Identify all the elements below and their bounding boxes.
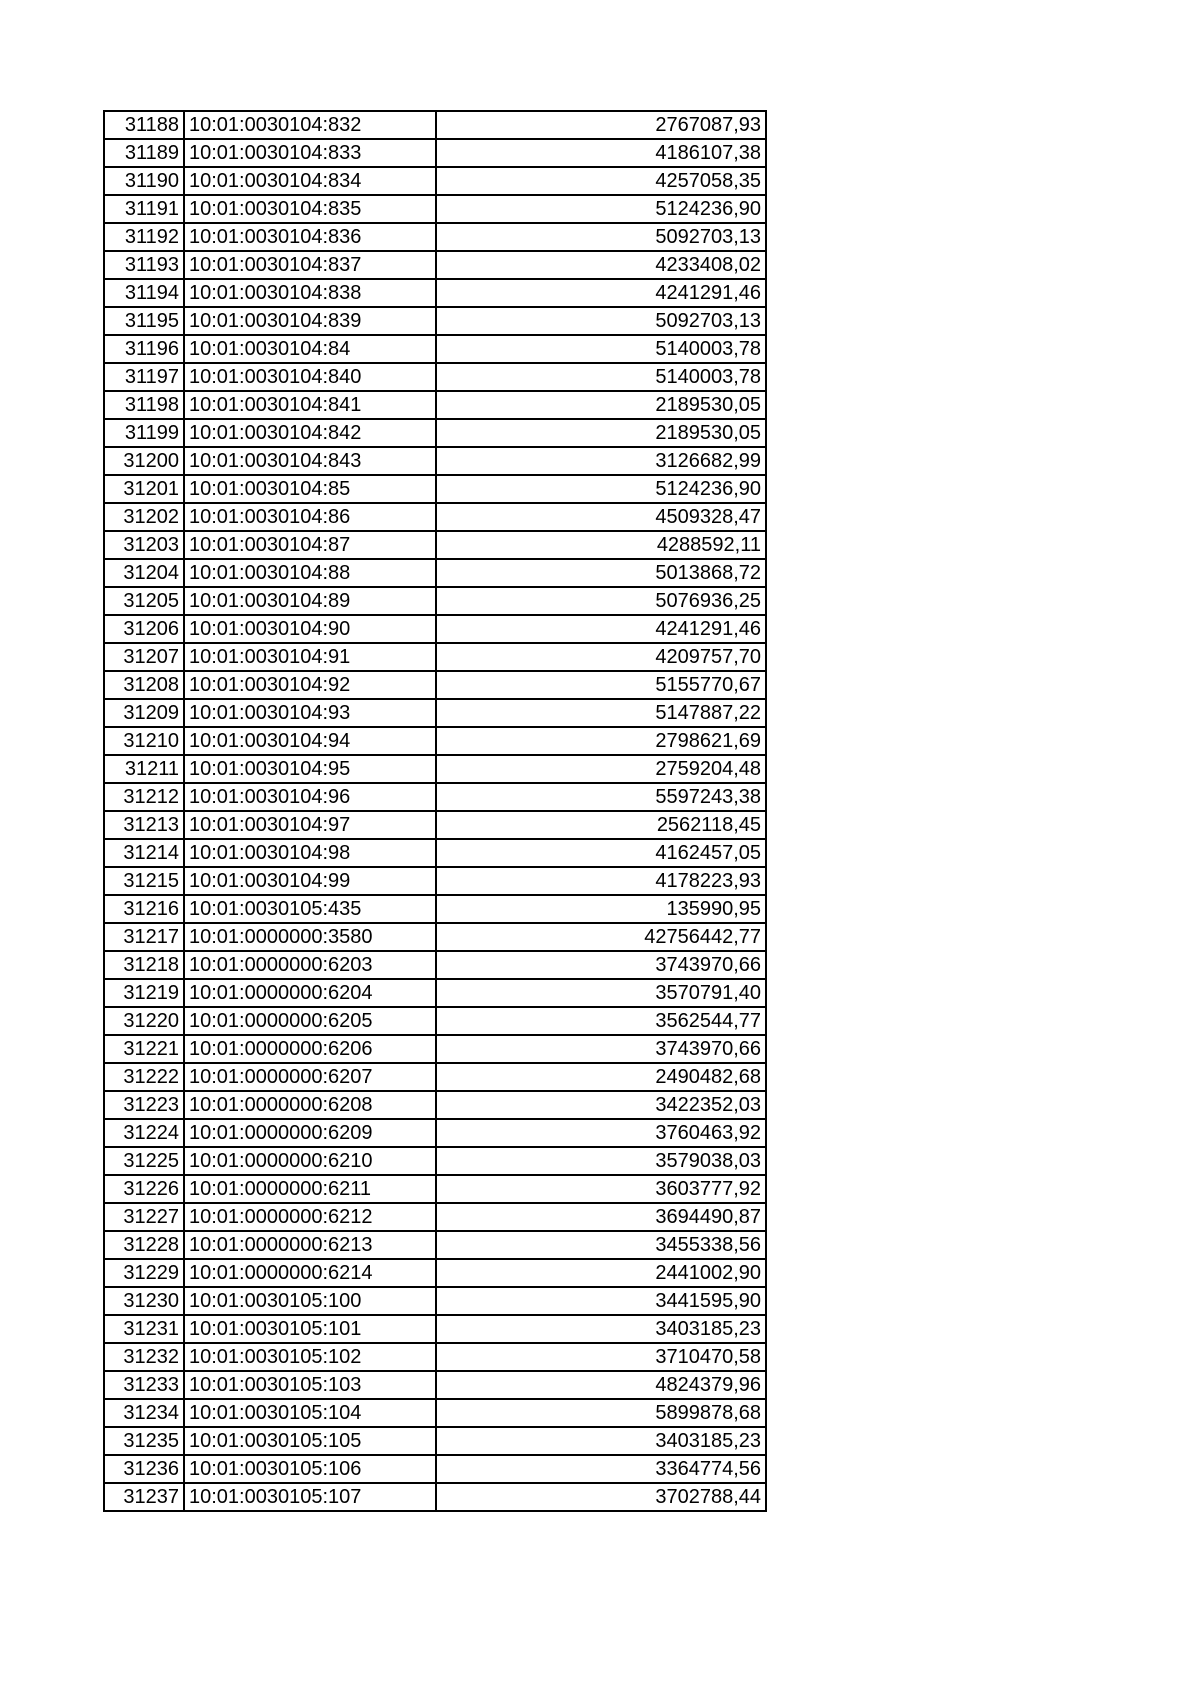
- cadastral-number-cell: 10:01:0030105:435: [184, 895, 436, 923]
- value-cell: 4257058,35: [436, 167, 766, 195]
- cadastral-number-cell: 10:01:0030104:84: [184, 335, 436, 363]
- table-row: [104, 1147, 766, 1175]
- value-cell: 5140003,78: [436, 335, 766, 363]
- cadastral-number-cell: 10:01:0030104:840: [184, 363, 436, 391]
- table-row: [104, 1035, 766, 1063]
- cadastral-number-cell: 10:01:0030104:94: [184, 727, 436, 755]
- table-row: [104, 643, 766, 671]
- cadastral-number-cell: 10:01:0030105:105: [184, 1427, 436, 1455]
- row-number-cell: 31197: [104, 363, 184, 391]
- cadastral-number-cell: 10:01:0030105:107: [184, 1483, 436, 1511]
- row-number-cell: 31209: [104, 699, 184, 727]
- cadastral-number-cell: 10:01:0030104:839: [184, 307, 436, 335]
- cadastral-number-cell: 10:01:0000000:6214: [184, 1259, 436, 1287]
- row-number-cell: 31205: [104, 587, 184, 615]
- table-body: [104, 111, 766, 1511]
- value-cell: 4178223,93: [436, 867, 766, 895]
- cadastral-number-cell: 10:01:0000000:6207: [184, 1063, 436, 1091]
- table-row: [104, 783, 766, 811]
- row-number-cell: 31203: [104, 531, 184, 559]
- value-cell: 5076936,25: [436, 587, 766, 615]
- cadastral-number-cell: 10:01:0030104:91: [184, 643, 436, 671]
- cadastral-number-cell: 10:01:0030104:835: [184, 195, 436, 223]
- table-row: [104, 475, 766, 503]
- row-number-cell: 31196: [104, 335, 184, 363]
- value-cell: 2490482,68: [436, 1063, 766, 1091]
- row-number-cell: 31191: [104, 195, 184, 223]
- value-cell: 3364774,56: [436, 1455, 766, 1483]
- row-number-cell: 31232: [104, 1343, 184, 1371]
- row-number-cell: 31190: [104, 167, 184, 195]
- table-row: [104, 195, 766, 223]
- value-cell: 2189530,05: [436, 419, 766, 447]
- row-number-cell: 31219: [104, 979, 184, 1007]
- row-number-cell: 31230: [104, 1287, 184, 1315]
- cadastral-number-cell: 10:01:0030104:833: [184, 139, 436, 167]
- table-row: [104, 1455, 766, 1483]
- value-cell: 3126682,99: [436, 447, 766, 475]
- cadastral-number-cell: 10:01:0030105:103: [184, 1371, 436, 1399]
- table-row: [104, 1259, 766, 1287]
- cadastral-number-cell: 10:01:0000000:6213: [184, 1231, 436, 1259]
- row-number-cell: 31201: [104, 475, 184, 503]
- value-cell: 5899878,68: [436, 1399, 766, 1427]
- cadastral-number-cell: 10:01:0030104:85: [184, 475, 436, 503]
- cadastral-number-cell: 10:01:0000000:6206: [184, 1035, 436, 1063]
- table-row: [104, 1371, 766, 1399]
- row-number-cell: 31227: [104, 1203, 184, 1231]
- value-cell: 2798621,69: [436, 727, 766, 755]
- value-cell: 3702788,44: [436, 1483, 766, 1511]
- value-cell: 4162457,05: [436, 839, 766, 867]
- cadastral-number-cell: 10:01:0030105:100: [184, 1287, 436, 1315]
- cadastral-number-cell: 10:01:0030104:832: [184, 111, 436, 139]
- row-number-cell: 31216: [104, 895, 184, 923]
- value-cell: 5597243,38: [436, 783, 766, 811]
- row-number-cell: 31193: [104, 251, 184, 279]
- row-number-cell: 31189: [104, 139, 184, 167]
- row-number-cell: 31228: [104, 1231, 184, 1259]
- value-cell: 4209757,70: [436, 643, 766, 671]
- row-number-cell: 31210: [104, 727, 184, 755]
- cadastral-number-cell: 10:01:0000000:6212: [184, 1203, 436, 1231]
- value-cell: 3579038,03: [436, 1147, 766, 1175]
- value-cell: 5124236,90: [436, 475, 766, 503]
- table-row: [104, 979, 766, 1007]
- table-row: [104, 503, 766, 531]
- row-number-cell: 31223: [104, 1091, 184, 1119]
- cadastral-number-cell: 10:01:0030104:89: [184, 587, 436, 615]
- table-row: [104, 1287, 766, 1315]
- row-number-cell: 31233: [104, 1371, 184, 1399]
- value-cell: 2759204,48: [436, 755, 766, 783]
- row-number-cell: 31229: [104, 1259, 184, 1287]
- value-cell: 4241291,46: [436, 279, 766, 307]
- value-cell: 135990,95: [436, 895, 766, 923]
- table-row: [104, 923, 766, 951]
- table-row: [104, 1427, 766, 1455]
- cadastral-number-cell: 10:01:0030104:841: [184, 391, 436, 419]
- value-cell: 5155770,67: [436, 671, 766, 699]
- value-cell: 3760463,92: [436, 1119, 766, 1147]
- row-number-cell: 31231: [104, 1315, 184, 1343]
- table-row: [104, 727, 766, 755]
- row-number-cell: 31207: [104, 643, 184, 671]
- row-number-cell: 31194: [104, 279, 184, 307]
- table-row: [104, 111, 766, 139]
- cadastral-number-cell: 10:01:0000000:6205: [184, 1007, 436, 1035]
- table-row: [104, 1483, 766, 1511]
- table-row: [104, 1399, 766, 1427]
- row-number-cell: 31236: [104, 1455, 184, 1483]
- row-number-cell: 31211: [104, 755, 184, 783]
- cadastral-number-cell: 10:01:0000000:6203: [184, 951, 436, 979]
- value-cell: 3694490,87: [436, 1203, 766, 1231]
- table-row: [104, 951, 766, 979]
- row-number-cell: 31200: [104, 447, 184, 475]
- cadastral-number-cell: 10:01:0030105:106: [184, 1455, 436, 1483]
- row-number-cell: 31217: [104, 923, 184, 951]
- row-number-cell: 31214: [104, 839, 184, 867]
- cadastral-number-cell: 10:01:0030104:838: [184, 279, 436, 307]
- cadastral-number-cell: 10:01:0030104:92: [184, 671, 436, 699]
- row-number-cell: 31234: [104, 1399, 184, 1427]
- cadastral-number-cell: 10:01:0030104:90: [184, 615, 436, 643]
- row-number-cell: 31188: [104, 111, 184, 139]
- cadastral-number-cell: 10:01:0030104:98: [184, 839, 436, 867]
- cadastral-number-cell: 10:01:0030104:87: [184, 531, 436, 559]
- cadastral-number-cell: 10:01:0030104:836: [184, 223, 436, 251]
- cadastral-number-cell: 10:01:0030105:104: [184, 1399, 436, 1427]
- table-row: [104, 279, 766, 307]
- table-row: [104, 755, 766, 783]
- table-row: [104, 335, 766, 363]
- value-cell: 2767087,93: [436, 111, 766, 139]
- table-row: [104, 447, 766, 475]
- cadastral-number-cell: 10:01:0030104:842: [184, 419, 436, 447]
- cadastral-number-cell: 10:01:0030104:834: [184, 167, 436, 195]
- value-cell: 3441595,90: [436, 1287, 766, 1315]
- table-row: [104, 895, 766, 923]
- table-row: [104, 867, 766, 895]
- row-number-cell: 31202: [104, 503, 184, 531]
- row-number-cell: 31225: [104, 1147, 184, 1175]
- table-row: [104, 1091, 766, 1119]
- table-row: [104, 419, 766, 447]
- table-row: [104, 1343, 766, 1371]
- cadastral-number-cell: 10:01:0030104:95: [184, 755, 436, 783]
- row-number-cell: 31237: [104, 1483, 184, 1511]
- cadastral-number-cell: 10:01:0030104:97: [184, 811, 436, 839]
- value-cell: 4186107,38: [436, 139, 766, 167]
- row-number-cell: 31206: [104, 615, 184, 643]
- row-number-cell: 31224: [104, 1119, 184, 1147]
- table-row: [104, 139, 766, 167]
- cadastral-number-cell: 10:01:0030104:843: [184, 447, 436, 475]
- value-cell: 3422352,03: [436, 1091, 766, 1119]
- value-cell: 2441002,90: [436, 1259, 766, 1287]
- value-cell: 3710470,58: [436, 1343, 766, 1371]
- table-row: [104, 615, 766, 643]
- table-row: [104, 1231, 766, 1259]
- value-cell: 3603777,92: [436, 1175, 766, 1203]
- table-row: [104, 391, 766, 419]
- cadastral-number-cell: 10:01:0000000:6204: [184, 979, 436, 1007]
- row-number-cell: 31212: [104, 783, 184, 811]
- cadastral-value-table: [103, 110, 767, 1512]
- value-cell: 5147887,22: [436, 699, 766, 727]
- row-number-cell: 31204: [104, 559, 184, 587]
- cadastral-number-cell: 10:01:0030104:837: [184, 251, 436, 279]
- table-row: [104, 1175, 766, 1203]
- cadastral-number-cell: 10:01:0000000:6208: [184, 1091, 436, 1119]
- row-number-cell: 31220: [104, 1007, 184, 1035]
- value-cell: 3743970,66: [436, 951, 766, 979]
- table-row: [104, 223, 766, 251]
- value-cell: 3743970,66: [436, 1035, 766, 1063]
- row-number-cell: 31213: [104, 811, 184, 839]
- value-cell: 3403185,23: [436, 1427, 766, 1455]
- cadastral-number-cell: 10:01:0000000:6211: [184, 1175, 436, 1203]
- table-row: [104, 307, 766, 335]
- table-row: [104, 531, 766, 559]
- table-row: [104, 1119, 766, 1147]
- value-cell: 3455338,56: [436, 1231, 766, 1259]
- table-row: [104, 699, 766, 727]
- table-row: [104, 559, 766, 587]
- row-number-cell: 31215: [104, 867, 184, 895]
- value-cell: 5124236,90: [436, 195, 766, 223]
- cadastral-number-cell: 10:01:0030104:86: [184, 503, 436, 531]
- value-cell: 4824379,96: [436, 1371, 766, 1399]
- table-row: [104, 671, 766, 699]
- table-row: [104, 1063, 766, 1091]
- cadastral-number-cell: 10:01:0000000:6210: [184, 1147, 436, 1175]
- cadastral-number-cell: 10:01:0030105:101: [184, 1315, 436, 1343]
- row-number-cell: 31198: [104, 391, 184, 419]
- table-row: [104, 587, 766, 615]
- value-cell: 5140003,78: [436, 363, 766, 391]
- table-row: [104, 167, 766, 195]
- row-number-cell: 31199: [104, 419, 184, 447]
- value-cell: 4288592,11: [436, 531, 766, 559]
- row-number-cell: 31222: [104, 1063, 184, 1091]
- value-cell: 4241291,46: [436, 615, 766, 643]
- cadastral-number-cell: 10:01:0030104:88: [184, 559, 436, 587]
- value-cell: 2562118,45: [436, 811, 766, 839]
- row-number-cell: 31208: [104, 671, 184, 699]
- row-number-cell: 31221: [104, 1035, 184, 1063]
- cadastral-number-cell: 10:01:0030104:99: [184, 867, 436, 895]
- value-cell: 3562544,77: [436, 1007, 766, 1035]
- value-cell: 5092703,13: [436, 223, 766, 251]
- row-number-cell: 31218: [104, 951, 184, 979]
- value-cell: 5013868,72: [436, 559, 766, 587]
- table-row: [104, 1007, 766, 1035]
- row-number-cell: 31226: [104, 1175, 184, 1203]
- cadastral-number-cell: 10:01:0000000:6209: [184, 1119, 436, 1147]
- cadastral-number-cell: 10:01:0030105:102: [184, 1343, 436, 1371]
- row-number-cell: 31195: [104, 307, 184, 335]
- table-row: [104, 1203, 766, 1231]
- value-cell: 4233408,02: [436, 251, 766, 279]
- value-cell: 3403185,23: [436, 1315, 766, 1343]
- cadastral-number-cell: 10:01:0000000:3580: [184, 923, 436, 951]
- value-cell: 4509328,47: [436, 503, 766, 531]
- cadastral-number-cell: 10:01:0030104:96: [184, 783, 436, 811]
- table-row: [104, 363, 766, 391]
- table-row: [104, 839, 766, 867]
- row-number-cell: 31235: [104, 1427, 184, 1455]
- value-cell: 3570791,40: [436, 979, 766, 1007]
- table-row: [104, 251, 766, 279]
- value-cell: 42756442,77: [436, 923, 766, 951]
- table-row: [104, 811, 766, 839]
- row-number-cell: 31192: [104, 223, 184, 251]
- value-cell: 5092703,13: [436, 307, 766, 335]
- cadastral-number-cell: 10:01:0030104:93: [184, 699, 436, 727]
- table-row: [104, 1315, 766, 1343]
- value-cell: 2189530,05: [436, 391, 766, 419]
